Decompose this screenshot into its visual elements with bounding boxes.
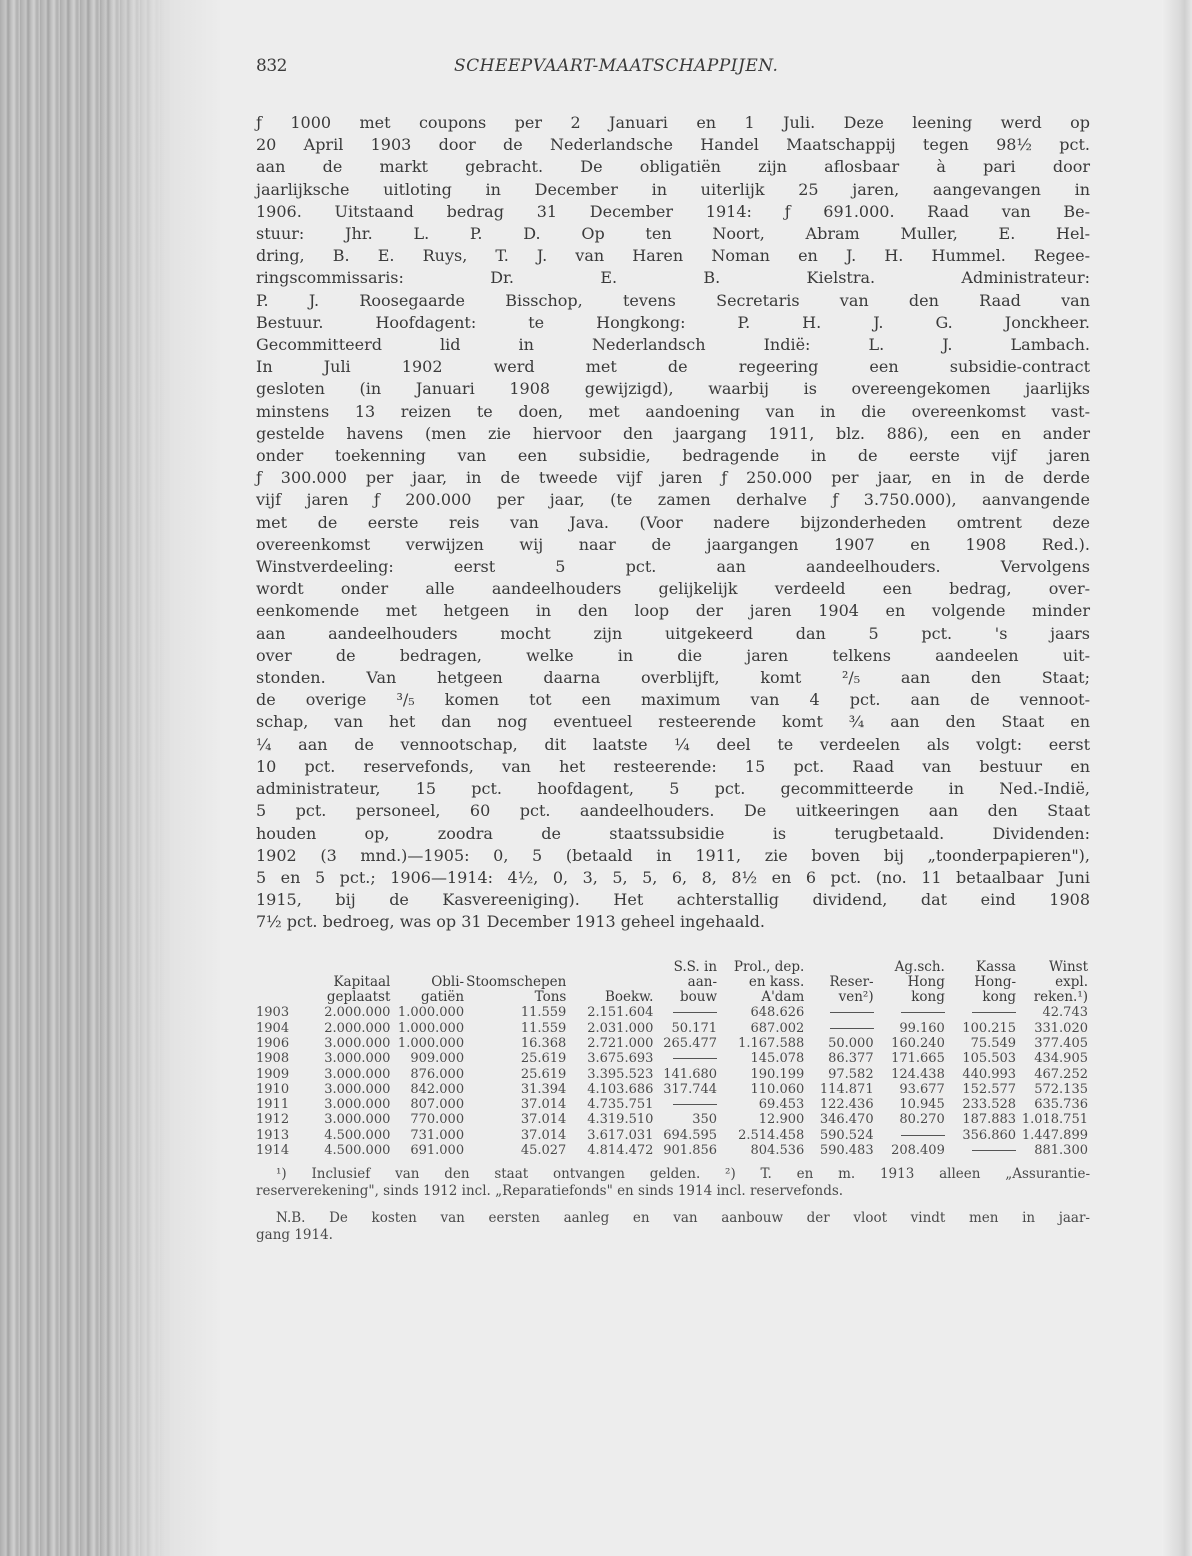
column-header: Boekw. bbox=[604, 989, 654, 1006]
table-cell: 691.000 bbox=[410, 1143, 465, 1159]
table-row bbox=[256, 1067, 1090, 1082]
column-header: geplaatst bbox=[326, 989, 391, 1006]
year-cell: 1912 bbox=[256, 1112, 290, 1128]
table-cell: 160.240 bbox=[891, 1036, 945, 1051]
column-header: reken.¹) bbox=[1033, 989, 1088, 1006]
page-title: SCHEEPVAART-MAATSCHAPPIJEN. bbox=[454, 56, 779, 76]
table-cell bbox=[947, 1005, 1018, 1020]
year-cell: 1910 bbox=[256, 1081, 290, 1097]
table-cell: 69.453 bbox=[758, 1097, 805, 1113]
text-line: gesloten (in Januari 1908 gewijzigd), waarbij is overeengekomen jaarlijks bbox=[256, 379, 1090, 399]
table-cell: 1.000.000 bbox=[397, 1036, 465, 1051]
text-line: houden op, zoodra de staatssubsidie is terugbetaald. Dividenden: bbox=[256, 823, 1090, 843]
text-line: ¼ aan de vennootschap, dit laatste ¼ deel te verdeelen als volgt: eerst bbox=[256, 734, 1090, 754]
table-cell: 93.677 bbox=[899, 1081, 945, 1097]
table-cell: 770.000 bbox=[410, 1112, 465, 1128]
financial-table bbox=[256, 960, 1090, 1159]
nb-note bbox=[256, 1210, 1090, 1244]
table-cell: 440.993 bbox=[962, 1066, 1017, 1082]
table-cell: 114.871 bbox=[819, 1081, 874, 1097]
column-header bbox=[392, 960, 466, 975]
text-line: over de bedragen, welke in die jaren telkens aandeelen uit- bbox=[256, 645, 1090, 665]
table-cell: 4.500.000 bbox=[324, 1143, 391, 1159]
table-cell: 233.528 bbox=[962, 1097, 1017, 1113]
text-line: 7½ pct. bedroeg, was op 31 December 1913 geheel ingehaald. bbox=[256, 912, 765, 932]
table-cell: 2.721.000 bbox=[587, 1036, 654, 1051]
table-cell bbox=[806, 1005, 875, 1020]
table-header bbox=[256, 960, 1090, 1006]
column-header: kong bbox=[982, 989, 1017, 1006]
header-row bbox=[256, 960, 1090, 975]
table-cell: 97.582 bbox=[828, 1066, 874, 1082]
nb-line: N.B. De kosten van eersten aanleg en van aanbouw der vloot vindt men in jaar- bbox=[276, 1210, 1090, 1227]
table-cell: 50.171 bbox=[671, 1020, 718, 1036]
table-cell: 100.215 bbox=[962, 1020, 1017, 1036]
table-cell: 909.000 bbox=[410, 1051, 465, 1067]
table-cell: 3.675.693 bbox=[587, 1051, 654, 1067]
table-cell: 2.000.000 bbox=[324, 1005, 391, 1021]
column-header: Obli- bbox=[431, 973, 465, 990]
table-cell bbox=[947, 1143, 1018, 1158]
table-cell: 3.000.000 bbox=[324, 1081, 391, 1097]
column-header: Tons bbox=[534, 989, 567, 1006]
column-header bbox=[256, 975, 307, 990]
text-line: 5 en 5 pct.; 1906—1914: 4½, 0, 3, 5, 5, 6, 8, 8½ en 6 pct. (no. 11 betaalbaar Juni bbox=[256, 867, 1090, 887]
column-header: expl. bbox=[1055, 973, 1088, 990]
column-header bbox=[568, 975, 655, 990]
table-cell: 2.000.000 bbox=[324, 1020, 391, 1036]
table-cell: 377.405 bbox=[1034, 1036, 1088, 1051]
table-cell: 3.000.000 bbox=[324, 1112, 391, 1128]
table-cell: 11.559 bbox=[520, 1005, 567, 1021]
text-line: ringscommissaris: Dr. E. B. Kielstra. Administrateur: bbox=[256, 268, 1090, 288]
text-line: 5 pct. personeel, 60 pct. aandeelhouders. De uitkeeringen aan den Staat bbox=[256, 801, 1090, 821]
text-line: schap, van het dan nog eventueel resteerende komt ¾ aan den Staat en bbox=[256, 712, 1090, 732]
column-header: aan- bbox=[687, 973, 718, 990]
column-header: Kassa bbox=[976, 958, 1017, 975]
table-cell: 12.900 bbox=[758, 1112, 805, 1128]
column-header bbox=[307, 960, 392, 975]
table-cell: 187.883 bbox=[962, 1112, 1017, 1128]
table-cell: 572.135 bbox=[1034, 1081, 1088, 1097]
empty-dash bbox=[830, 1028, 874, 1029]
text-line: Winstverdeeling: eerst 5 pct. aan aandeelhouders. Vervolgens bbox=[256, 557, 1090, 577]
year-cell: 1904 bbox=[256, 1020, 290, 1036]
table-cell bbox=[876, 1005, 947, 1020]
text-line: aan aandeelhouders mocht zijn uitgekeerd dan 5 pct. 's jaars bbox=[256, 623, 1090, 643]
text-line: In Juli 1902 werd met de regeering een subsidie-contract bbox=[256, 357, 1090, 377]
empty-dash bbox=[972, 1150, 1016, 1151]
text-line: P. J. Roosegaarde Bisschop, tevens Secretaris van den Raad van bbox=[256, 290, 1090, 310]
table-cell: 3.000.000 bbox=[324, 1097, 391, 1113]
table-row bbox=[256, 1143, 1090, 1158]
table-cell: 171.665 bbox=[891, 1051, 945, 1067]
book-page bbox=[256, 56, 1090, 1244]
table-cell: 37.014 bbox=[520, 1112, 567, 1128]
text-line: jaarlijksche uitloting in December in uiterlijk 25 jaren, aangevangen in bbox=[256, 179, 1090, 199]
page-number: 832 bbox=[256, 56, 287, 76]
table-cell: 31.394 bbox=[520, 1081, 567, 1097]
table-cell: 4.814.472 bbox=[587, 1143, 654, 1159]
table-cell: 731.000 bbox=[410, 1127, 465, 1143]
column-header bbox=[256, 960, 307, 975]
table-body bbox=[256, 1005, 1090, 1158]
text-line: dring, B. E. Ruys, T. J. van Haren Noman en J. H. Hummel. Regee- bbox=[256, 246, 1090, 266]
table-cell: 265.477 bbox=[663, 1036, 718, 1051]
table-cell: 350 bbox=[692, 1112, 718, 1128]
text-line: aan de markt gebracht. De obligatiën zijn aflosbaar à pari door bbox=[256, 157, 1090, 177]
table-row bbox=[256, 1128, 1090, 1143]
table-cell: 842.000 bbox=[410, 1081, 465, 1097]
table-cell: 635.736 bbox=[1034, 1097, 1088, 1113]
table-cell: 50.000 bbox=[828, 1036, 874, 1051]
column-header: Hong bbox=[907, 973, 945, 990]
text-line: wordt onder alle aandeelhouders gelijkelijk verdeeld een bedrag, over- bbox=[256, 579, 1090, 599]
text-line: 1915, bij de Kasvereeniging). Het achterstallig dividend, dat eind 1908 bbox=[256, 890, 1090, 910]
text-line: vijf jaren ƒ 200.000 per jaar, (te zamen derhalve ƒ 3.750.000), aanvangende bbox=[256, 490, 1090, 510]
table-cell: 75.549 bbox=[970, 1036, 1017, 1051]
table-cell: 16.368 bbox=[520, 1036, 567, 1051]
text-line: ƒ 300.000 per jaar, in de tweede vijf jaren ƒ 250.000 per jaar, en in de derde bbox=[256, 468, 1090, 488]
table-cell: 37.014 bbox=[520, 1127, 567, 1143]
empty-dash bbox=[901, 1012, 945, 1013]
text-line: Bestuur. Hoofdagent: te Hongkong: P. H. J. G. Jonckheer. bbox=[256, 312, 1090, 332]
year-cell: 1906 bbox=[256, 1036, 290, 1051]
text-line: 1906. Uitstaand bedrag 31 December 1914: ƒ 691.000. Raad van Be- bbox=[256, 201, 1090, 221]
table-cell: 4.103.686 bbox=[587, 1081, 654, 1097]
column-header: ven²) bbox=[838, 989, 874, 1006]
text-line: onder toekenning van een subsidie, bedragende in de eerste vijf jaren bbox=[256, 446, 1090, 466]
body-text bbox=[256, 112, 1090, 934]
column-header bbox=[806, 960, 875, 975]
column-header bbox=[256, 990, 307, 1005]
table-cell: 10.945 bbox=[899, 1097, 945, 1113]
table-cell: 1.000.000 bbox=[397, 1005, 465, 1021]
text-line: gestelde havens (men zie hiervoor den jaargang 1911, blz. 886), een en ander bbox=[256, 423, 1090, 443]
table-cell: 3.000.000 bbox=[324, 1051, 391, 1067]
table-cell: 356.860 bbox=[962, 1127, 1017, 1143]
table-row bbox=[256, 1082, 1090, 1097]
empty-dash bbox=[673, 1104, 717, 1105]
table-cell: 86.377 bbox=[828, 1051, 874, 1067]
table-cell: 687.002 bbox=[750, 1020, 805, 1036]
table-cell: 42.743 bbox=[1042, 1005, 1088, 1021]
table-cell: 145.078 bbox=[750, 1051, 805, 1067]
table-cell: 648.626 bbox=[750, 1005, 805, 1021]
table-cell: 2.031.000 bbox=[587, 1020, 654, 1036]
table-cell: 467.252 bbox=[1034, 1066, 1088, 1082]
table-cell: 694.595 bbox=[663, 1127, 718, 1143]
table-cell: 1.167.588 bbox=[738, 1036, 805, 1051]
column-header: Prol., dep. bbox=[733, 958, 805, 975]
table-cell bbox=[655, 1005, 719, 1020]
column-header: Ag.sch. bbox=[894, 958, 945, 975]
column-header: gatiën bbox=[420, 989, 465, 1006]
table-cell bbox=[876, 1128, 947, 1143]
text-line: administrateur, 15 pct. hoofdagent, 5 pct. gecommitteerde in Ned.-Indië, bbox=[256, 779, 1090, 799]
table-cell: 4.319.510 bbox=[587, 1112, 654, 1128]
year-cell: 1911 bbox=[256, 1097, 290, 1113]
table-cell: 901.856 bbox=[663, 1143, 718, 1159]
text-line: Gecommitteerd lid in Nederlandsch Indië: L. J. Lambach. bbox=[256, 335, 1090, 355]
table-cell: 1.447.899 bbox=[1021, 1127, 1088, 1143]
column-header: S.S. in bbox=[673, 958, 718, 975]
year-cell: 1914 bbox=[256, 1143, 290, 1159]
table-cell: 1.000.000 bbox=[397, 1020, 465, 1036]
table-cell: 3.617.031 bbox=[587, 1127, 654, 1143]
table-cell: 105.503 bbox=[962, 1051, 1017, 1067]
empty-dash bbox=[673, 1058, 717, 1059]
footnotes bbox=[256, 1166, 1090, 1200]
table-cell: 37.014 bbox=[520, 1097, 567, 1113]
table-cell: 804.536 bbox=[750, 1143, 805, 1159]
header-row bbox=[256, 990, 1090, 1005]
table-row bbox=[256, 1097, 1090, 1112]
column-header bbox=[466, 960, 568, 975]
text-line: overeenkomst verwijzen wij naar de jaargangen 1907 en 1908 Red.). bbox=[256, 534, 1090, 554]
table-cell: 346.470 bbox=[819, 1112, 874, 1128]
table-cell: 45.027 bbox=[520, 1143, 567, 1159]
table-cell: 99.160 bbox=[899, 1020, 945, 1036]
column-header bbox=[568, 960, 655, 975]
table-cell: 25.619 bbox=[520, 1051, 567, 1067]
table-cell: 317.744 bbox=[663, 1081, 718, 1097]
empty-dash bbox=[972, 1012, 1016, 1013]
table-cell: 25.619 bbox=[520, 1066, 567, 1082]
binding-shadow bbox=[100, 0, 220, 1556]
footnote-line: reserverekening", sinds 1912 incl. „Reparatiefonds" en sinds 1914 incl. reservefonds. bbox=[256, 1183, 844, 1200]
table-row bbox=[256, 1005, 1090, 1020]
table-cell: 807.000 bbox=[410, 1097, 465, 1113]
empty-dash bbox=[830, 1012, 874, 1013]
table-cell: 80.270 bbox=[899, 1112, 945, 1128]
table-row bbox=[256, 1021, 1090, 1036]
table-cell: 4.735.751 bbox=[587, 1097, 654, 1113]
column-header: Winst bbox=[1048, 958, 1088, 975]
text-line: eenkomende met hetgeen in den loop der jaren 1904 en volgende minder bbox=[256, 601, 1090, 621]
text-line: stuur: Jhr. L. P. D. Op ten Noort, Abram Muller, E. Hel- bbox=[256, 224, 1090, 244]
text-line: ƒ 1000 met coupons per 2 Januari en 1 Juli. Deze leening werd op bbox=[256, 113, 1090, 132]
table-cell: 124.438 bbox=[891, 1066, 945, 1082]
table-row bbox=[256, 1112, 1090, 1127]
column-header: A'dam bbox=[761, 989, 805, 1006]
page-right-edge bbox=[1162, 0, 1192, 1556]
table-cell: 3.395.523 bbox=[587, 1066, 654, 1082]
footnote-line: ¹) Inclusief van den staat ontvangen gelden. ²) T. en m. 1913 alleen „Assurantie- bbox=[276, 1166, 1090, 1183]
column-header: bouw bbox=[679, 989, 718, 1006]
text-line: met de eerste reis van Java. (Voor nadere bijzonderheden omtrent deze bbox=[256, 512, 1090, 532]
table-cell: 152.577 bbox=[962, 1081, 1017, 1097]
text-line: 10 pct. reservefonds, van het resteerende: 15 pct. Raad van bestuur en bbox=[256, 756, 1090, 776]
table-cell bbox=[806, 1021, 875, 1036]
column-header: Stoomschepen bbox=[466, 973, 567, 990]
table-cell: 590.524 bbox=[819, 1127, 874, 1143]
table-cell bbox=[655, 1097, 719, 1112]
table-cell: 3.000.000 bbox=[324, 1036, 391, 1051]
text-line: de overige ³/₅ komen tot een maximum van 4 pct. aan de vennoot- bbox=[256, 690, 1090, 710]
table-cell: 590.483 bbox=[819, 1143, 874, 1159]
table-cell: 331.020 bbox=[1034, 1020, 1088, 1036]
column-header: en kass. bbox=[748, 973, 805, 990]
header-row bbox=[256, 975, 1090, 990]
column-header: Kapitaal bbox=[333, 973, 391, 990]
table-cell: 2.151.604 bbox=[587, 1005, 654, 1021]
table-cell: 190.199 bbox=[750, 1066, 805, 1082]
running-head bbox=[256, 56, 1090, 86]
table-cell: 876.000 bbox=[410, 1066, 465, 1082]
table-cell: 3.000.000 bbox=[324, 1066, 391, 1082]
column-header: Hong- bbox=[974, 973, 1017, 990]
table-cell: 122.436 bbox=[819, 1097, 874, 1113]
empty-dash bbox=[673, 1012, 717, 1013]
table-row bbox=[256, 1051, 1090, 1066]
year-cell: 1903 bbox=[256, 1005, 290, 1021]
table-cell: 208.409 bbox=[891, 1143, 945, 1159]
table-cell: 1.018.751 bbox=[1021, 1112, 1088, 1128]
year-cell: 1913 bbox=[256, 1127, 290, 1143]
year-cell: 1908 bbox=[256, 1051, 290, 1067]
text-line: stonden. Van hetgeen daarna overblijft, komt ²/₅ aan den Staat; bbox=[256, 668, 1090, 688]
text-line: minstens 13 reizen te doen, met aandoening van in die overeenkomst vast- bbox=[256, 401, 1090, 421]
table-cell: 11.559 bbox=[520, 1020, 567, 1036]
table-cell: 110.060 bbox=[750, 1081, 805, 1097]
nb-line: gang 1914. bbox=[256, 1227, 333, 1244]
text-line: 20 April 1903 door de Nederlandsche Handel Maatschappij tegen 98½ pct. bbox=[256, 135, 1090, 155]
table-cell: 4.500.000 bbox=[324, 1127, 391, 1143]
table-cell bbox=[655, 1051, 719, 1066]
table-row bbox=[256, 1036, 1090, 1051]
column-header: Reser- bbox=[829, 973, 874, 990]
table-cell: 881.300 bbox=[1034, 1143, 1088, 1159]
table-cell: 2.514.458 bbox=[738, 1127, 805, 1143]
table-cell: 141.680 bbox=[663, 1066, 718, 1082]
text-line: 1902 (3 mnd.)—1905: 0, 5 (betaald in 1911, zie boven bij „toonderpapieren"), bbox=[256, 845, 1090, 865]
year-cell: 1909 bbox=[256, 1066, 290, 1082]
empty-dash bbox=[901, 1135, 945, 1136]
table-cell: 434.905 bbox=[1034, 1051, 1088, 1067]
column-header: kong bbox=[911, 989, 945, 1006]
